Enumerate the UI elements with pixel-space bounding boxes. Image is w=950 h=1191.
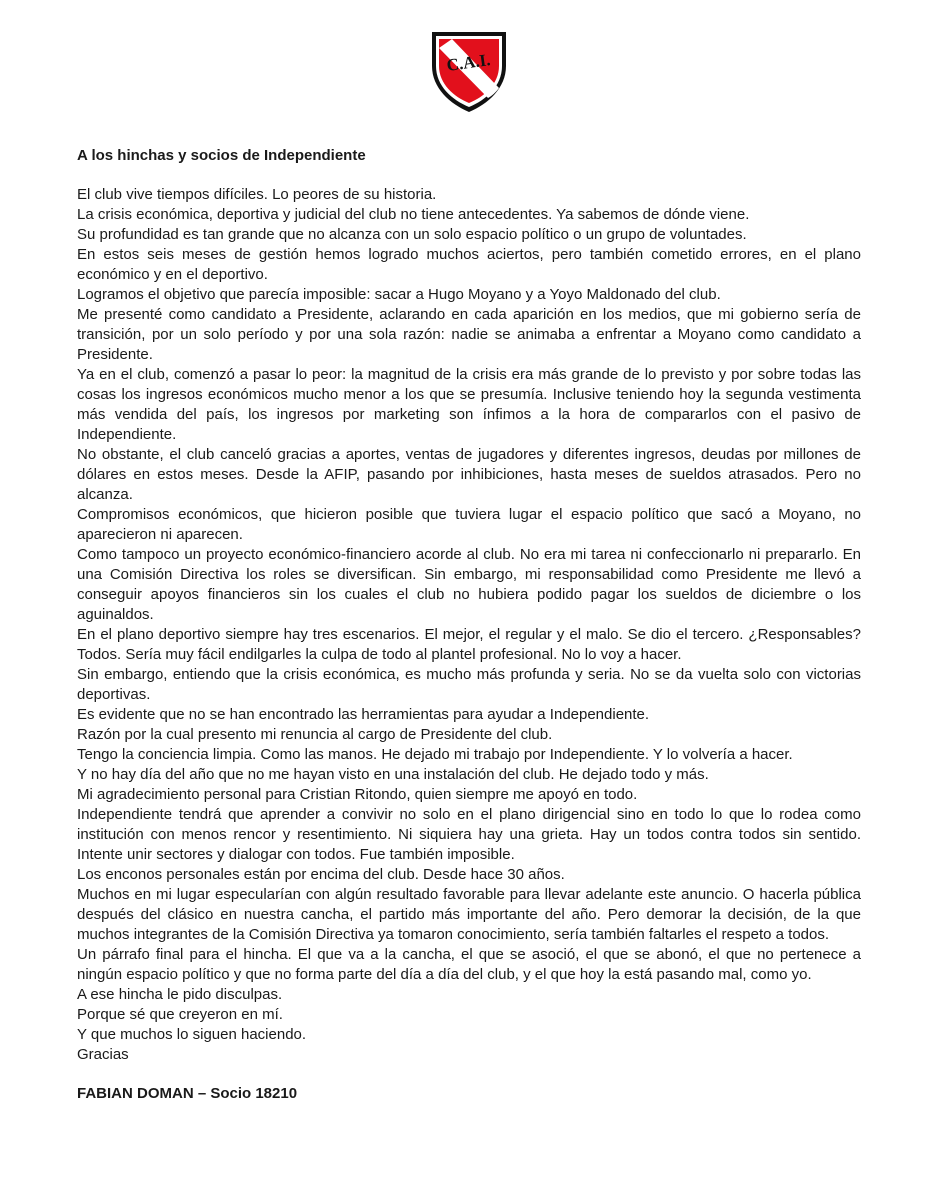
- letter-paragraph: A ese hincha le pido disculpas.: [77, 986, 283, 1003]
- letter-paragraph: Muchos en mi lugar especularían con algún resultado favorable para llevar adelante este anuncio. O hacerla pública después del clásico en nuestra cancha, el partido más importante del año. Pero demorar la decisión, de la que muchos integrantes de la Comisión Directiva ya tomaron conocimiento, sería también faltarles el respeto a todos.: [77, 886, 861, 943]
- letter-paragraph: El club vive tiempos difíciles. Lo peores de su historia.: [77, 186, 437, 203]
- letter-paragraph: Mi agradecimiento personal para Cristian Ritondo, quien siempre me apoyó en todo.: [77, 786, 638, 803]
- letter-paragraph: Los enconos personales están por encima del club. Desde hace 30 años.: [77, 866, 565, 883]
- letter-paragraph: La crisis económica, deportiva y judicial del club no tiene antecedentes. Ya sabemos de dónde viene.: [77, 206, 750, 223]
- letter-paragraph: Ya en el club, comenzó a pasar lo peor: la magnitud de la crisis era más grande de lo previsto y por sobre todas las cosas los ingresos económicos mucho menor a los que se presumía. Inclusive teniendo hoy la segunda vestimenta más vendida del país, los ingresos por marketing son ínfimos a la hora de compararlos con el pasivo de Independiente.: [77, 366, 861, 443]
- letter-signature: FABIAN DOMAN – Socio 18210: [77, 1085, 298, 1102]
- letter-paragraph: Logramos el objetivo que parecía imposible: sacar a Hugo Moyano y a Yoyo Maldonado del club.: [77, 286, 721, 303]
- letter-paragraph: En el plano deportivo siempre hay tres escenarios. El mejor, el regular y el malo. Se dio el tercero. ¿Responsables? Todos. Sería muy fácil endilgarles la culpa de todo al plantel profesional. No lo voy a hacer.: [77, 626, 861, 663]
- letter-paragraph: Razón por la cual presento mi renuncia al cargo de Presidente del club.: [77, 726, 553, 743]
- letter-paragraph: Me presenté como candidato a Presidente, aclarando en cada aparición en los medios, que mi gobierno sería de transición, por un solo período y por una sola razón: nadie se animaba a enfrentar a Moyano como candidato a Presidente.: [77, 306, 861, 363]
- letter-paragraphs: [77, 185, 861, 1065]
- letter-paragraph: Su profundidad es tan grande que no alcanza con un solo espacio político o un grupo de voluntades.: [77, 226, 747, 243]
- letter-paragraph: Y que muchos lo siguen haciendo.: [77, 1026, 307, 1043]
- letter-paragraph: Gracias: [77, 1046, 129, 1063]
- letter-paragraph: Es evidente que no se han encontrado las herramientas para ayudar a Independiente.: [77, 706, 650, 723]
- letter-paragraph: Como tampoco un proyecto económico-financiero acorde al club. No era mi tarea ni confeccionarlo ni prepararlo. En una Comisión Directiva los roles se diversifican. Sin embargo, mi responsabilidad como Presidente me llevó a conseguir apoyos financieros sin los cuales el club no hubiera podido pagar los sueldos de diciembre o los aguinaldos.: [77, 546, 861, 623]
- letter-paragraph: Porque sé que creyeron en mí.: [77, 1006, 283, 1023]
- club-logo: [428, 26, 510, 114]
- letter-paragraph: Compromisos económicos, que hicieron posible que tuviera lugar el espacio político que sacó a Moyano, no aparecieron ni aparecen.: [77, 506, 861, 543]
- letter-paragraph: Un párrafo final para el hincha. El que va a la cancha, el que se asoció, el que se abonó, el que no pertenece a ningún espacio político y que no forma parte del día a día del club, y el que hoy la está pasando mal, como yo.: [77, 946, 861, 983]
- letter-paragraph: En estos seis meses de gestión hemos logrado muchos aciertos, pero también cometido errores, en el plano económico y en el deportivo.: [77, 246, 861, 283]
- letter-paragraph: Independiente tendrá que aprender a convivir no solo en el plano dirigencial sino en todo lo que lo rodea como institución con menos rencor y resentimiento. Ni siquiera hay una grieta. Hay un todos contra todos sin sentido. Intente unir sectores y dialogar con todos. Fue también imposible.: [77, 806, 861, 863]
- letter-paragraph: No obstante, el club canceló gracias a aportes, ventas de jugadores y diferentes ingresos, deudas por millones de dólares en estos meses. Desde la AFIP, pasando por inhibiciones, hasta meses de sueldos atrasados. Pero no alcanza.: [77, 446, 861, 503]
- letter-body: [77, 146, 861, 1104]
- letter-paragraph: Y no hay día del año que no me hayan visto en una instalación del club. He dejado todo y más.: [77, 766, 709, 783]
- letter-heading: A los hinchas y socios de Independiente: [77, 147, 366, 164]
- shield-icon: [428, 26, 510, 114]
- logo-text: C.A.I.: [445, 50, 492, 75]
- letter-paragraph: Tengo la conciencia limpia. Como las manos. He dejado mi trabajo por Independiente. Y lo volvería a hacer.: [77, 746, 793, 763]
- letter-paragraph: Sin embargo, entiendo que la crisis económica, es mucho más profunda y seria. No se da vuelta solo con victorias deportivas.: [77, 666, 861, 703]
